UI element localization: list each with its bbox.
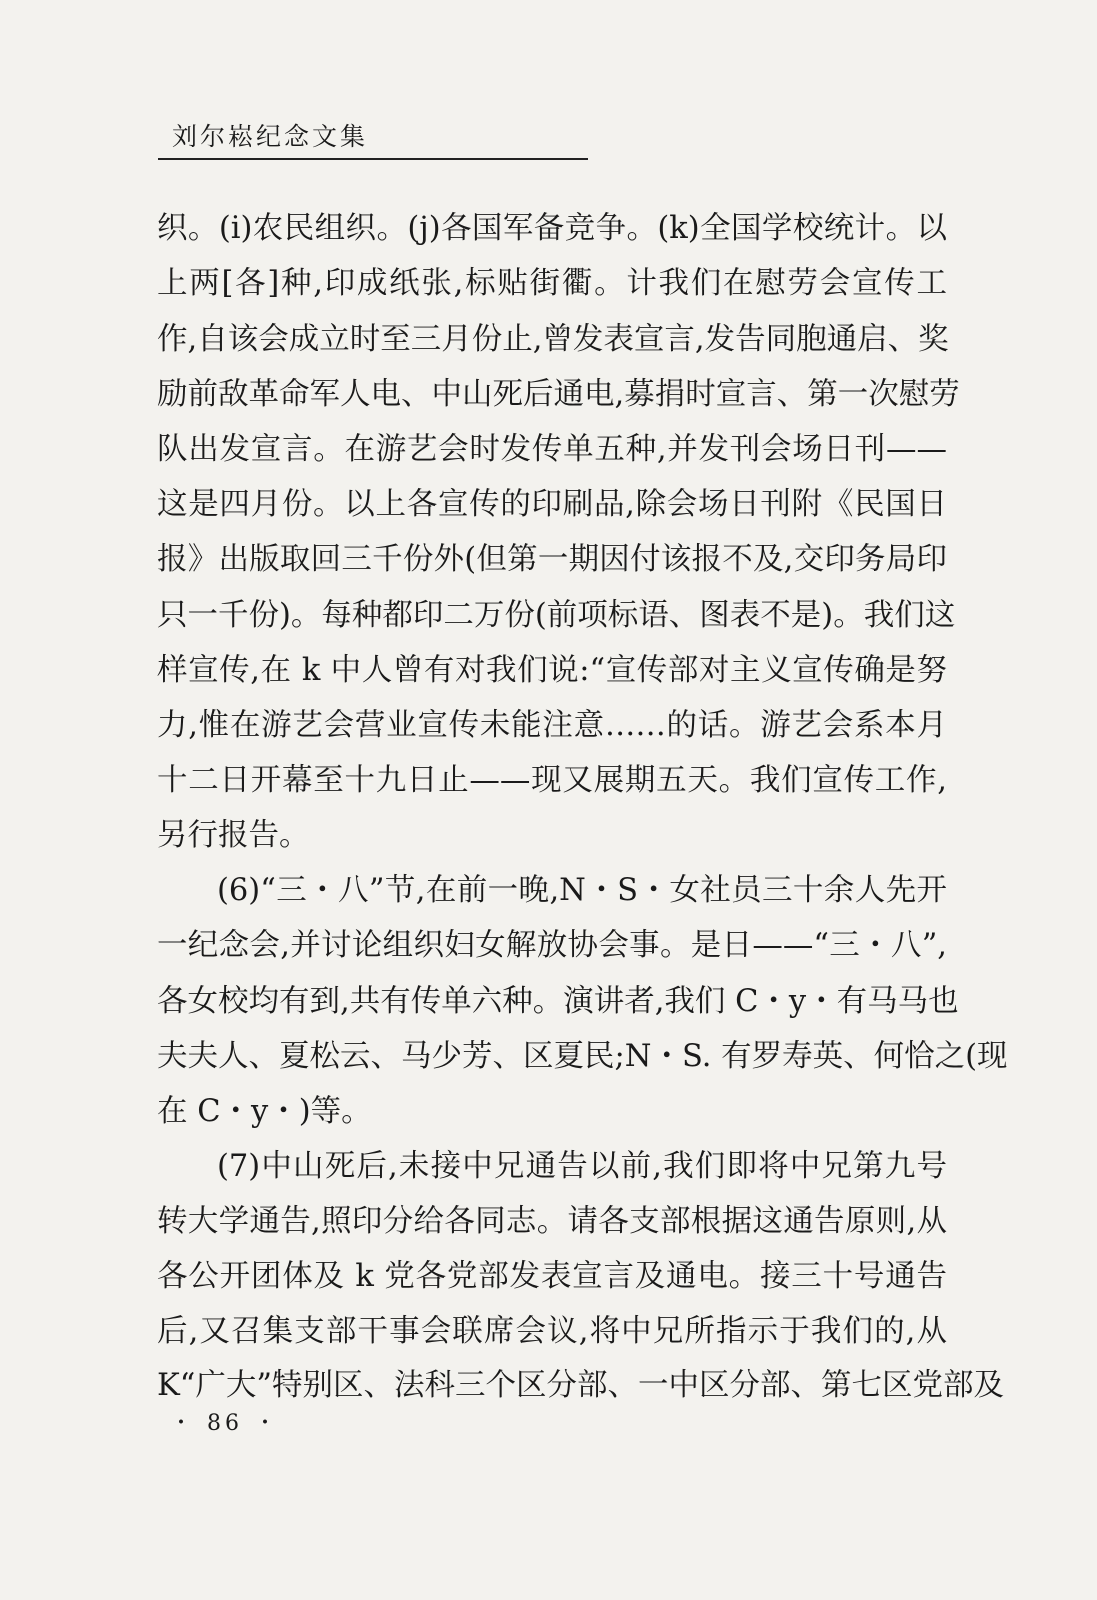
header-rule [158,158,588,160]
text-line: 上两[各]种,印成纸张,标贴街衢。计我们在慰劳会宣传工 [157,266,947,301]
text-line: 一纪念会,并讨论组织妇女解放协会事。是日——“三・八”, [157,928,947,963]
text-line: 转大学通告,照印分给各同志。请各支部根据这通告原则,从 [157,1204,947,1239]
text-line: 励前敌革命军人电、中山死后通电,募捐时宣言、第一次慰劳 [157,377,960,412]
text-line: 报》出版取回三千份外(但第一期因付该报不及,交印务局印 [157,542,947,577]
text-line: (7)中山死后,未接中兄通告以前,我们即将中兄第九号 [217,1149,947,1184]
text-line: 后,又召集支部干事会联席会议,将中兄所指示于我们的,从 [157,1314,947,1349]
text-line: 织。(i)农民组织。(j)各国军备竞争。(k)全国学校统计。以 [157,211,947,246]
text-line: 夫夫人、夏松云、马少芳、区夏民;N・S. 有罗寿英、何恰之(现 [157,1039,1008,1074]
text-line: (6)“三・八”节,在前一晚,N・S・女社员三十余人先开 [217,873,947,908]
text-line: 只一千份)。每种都印二万份(前项标语、图表不是)。我们这 [157,598,956,633]
text-line: 力,惟在游艺会营业宣传未能注意……的话。游艺会系本月 [157,708,947,743]
text-line: 在 C・y・)等。 [157,1094,372,1129]
page-number: ・ 86 ・ [170,1411,280,1436]
running-header: 刘尔崧纪念文集 [172,122,369,151]
text-line: 样宣传,在 k 中人曾有对我们说:“宣传部对主义宣传确是努 [157,653,947,688]
text-line: 作,自该会成立时至三月份止,曾发表宣言,发告同胞通启、奖 [157,322,949,357]
text-line: K“广大”特别区、法科三个区分部、一中区分部、第七区党部及 [157,1368,1004,1403]
text-line: 各公开团体及 k 党各党部发表宣言及通电。接三十号通告 [157,1259,947,1294]
text-line: 队出发宣言。在游艺会时发传单五种,并发刊会场日刊—— [157,432,947,467]
text-line: 各女校均有到,共有传单六种。演讲者,我们 C・y・有马马也 [157,984,959,1019]
text-line: 这是四月份。以上各宣传的印刷品,除会场日刊附《民国日 [157,487,947,522]
text-line: 另行报告。 [157,818,310,853]
text-line: 十二日开幕至十九日止——现又展期五天。我们宣传工作, [157,763,947,798]
